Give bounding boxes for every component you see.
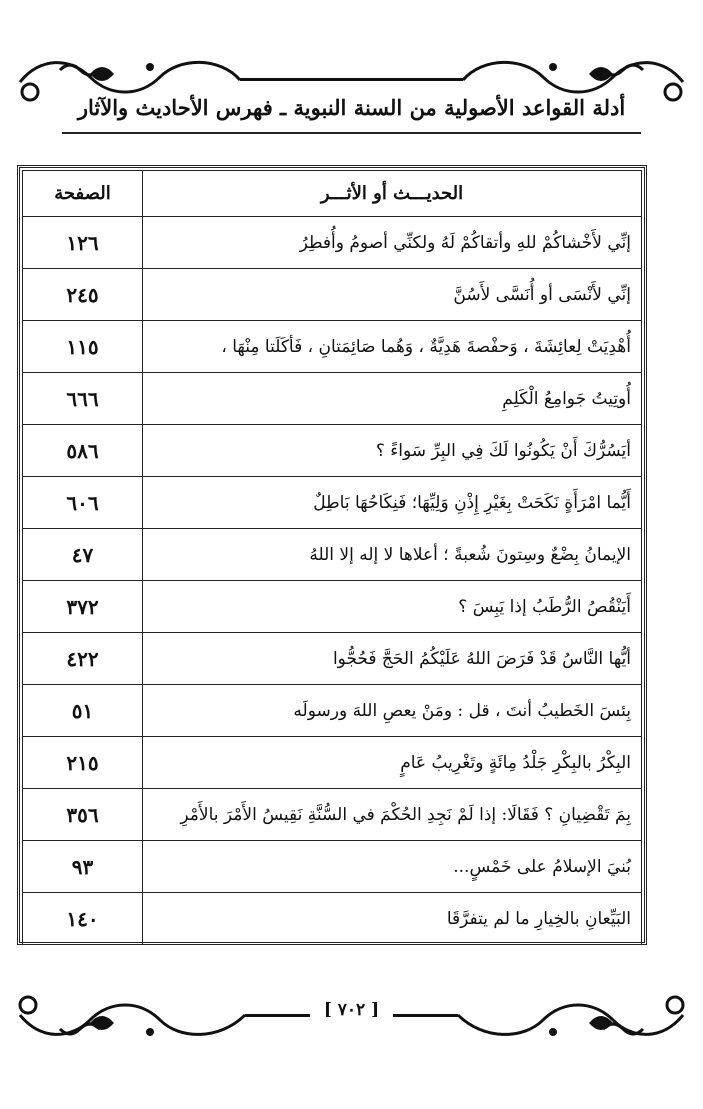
table-row	[23, 477, 642, 529]
page-ref: ١١٥	[23, 321, 143, 373]
table-row	[23, 685, 642, 737]
column-header-text: الحديـــث أو الأثـــر	[143, 171, 642, 217]
hadith-text: بِمَ تَقْضِيانِ ؟ فَقَالَا: إذا لَمْ نَجِدِ الحُكْمَ في السُّنَّةِ نَقِيسُ الأَمْرَ بالأَمْرِ	[143, 789, 642, 841]
hadith-text: البِكْرُ بالبِكْرِ جَلْدُ مِائَةٍ وتَغْرِيبُ عَامٍ	[143, 737, 642, 789]
header-rule	[62, 132, 641, 134]
hadith-text: إنِّي لأَنْسَى أو أُنَسَّى لأَسُنَّ	[143, 269, 642, 321]
page-number: [ ٧٠٢ ]	[323, 1000, 380, 1020]
table-row	[23, 841, 642, 893]
hadith-text: أَيَنْقُصُ الرُّطَبُ إذا يَبِسَ ؟	[143, 581, 642, 633]
page-ref: ٣٧٢	[23, 581, 143, 633]
running-header-title: أدلة القواعد الأصولية من السنة النبوية ـ فهرس الأحاديث والآثار	[77, 95, 626, 120]
page-ref: ٦٦٦	[23, 373, 143, 425]
page-ref: ٤٢٢	[23, 633, 143, 685]
column-header-page: الصفحة	[23, 171, 143, 217]
hadith-text: البَيِّعانِ بالخِيارِ ما لم يتفرَّقَا	[143, 893, 642, 945]
page-ref: ٣٥٦	[23, 789, 143, 841]
hadith-text: بِئسَ الخَطيبُ أنتَ ، قل : ومَنْ يعصِ اللهَ ورسولَه	[143, 685, 642, 737]
table-row	[23, 893, 642, 945]
table-row	[23, 633, 642, 685]
table-row	[23, 425, 642, 477]
table-row	[23, 581, 642, 633]
hadith-text: الإيمانُ بِضْعٌ وسِتونَ شُعبةً ؛ أعلاها لا إله إلا اللهُ	[143, 529, 642, 581]
table-row	[23, 269, 642, 321]
page-ref: ٥١	[23, 685, 143, 737]
hadith-index-table-frame	[17, 165, 647, 945]
hadith-text: أَيُّما امْرَأَةٍ نَكَحَتْ بِغَيْرِ إِذْنِ وَلِيِّهَا؛ فَنِكَاحُهَا بَاطِلٌ	[143, 477, 642, 529]
table-row	[23, 789, 642, 841]
table-row	[23, 321, 642, 373]
page-ref: ٥٨٦	[23, 425, 143, 477]
page-ref: ٢٤٥	[23, 269, 143, 321]
hadith-text: أيَسُرُّكَ أَنْ يَكُونُوا لَكَ فِي البِرِّ سَواءً ؟	[143, 425, 642, 477]
table-row	[23, 217, 642, 269]
hadith-index-table	[22, 170, 642, 945]
hadith-text: أُهْدِيَتْ لِعائِشَةَ ، وَحفْصةَ هَدِيَّةٌ ، وَهُما صَائِمَتانِ ، فَأكَلَتا مِنْهَا ،	[143, 321, 642, 373]
page-ref: ٤٧	[23, 529, 143, 581]
page-ref: ٦٠٦	[23, 477, 143, 529]
hadith-text: بُنيَ الإسلامُ على خَمْسٍ...	[143, 841, 642, 893]
page-ref: ١٢٦	[23, 217, 143, 269]
page-ref: ١٤٠	[23, 893, 143, 945]
page-ref: ٢١٥	[23, 737, 143, 789]
table-header-row	[23, 171, 642, 217]
page-ref: ٩٣	[23, 841, 143, 893]
hadith-text: أيُّها النَّاسُ قَدْ فَرَضَ اللهُ عَلَيْكُمُ الحَجَّ فَحُجُّوا	[143, 633, 642, 685]
table-row	[23, 373, 642, 425]
hadith-text: أُوتِيتُ جَوامِعُ الْكَلِمِ	[143, 373, 642, 425]
table-row	[23, 737, 642, 789]
hadith-text: إنِّي لأَخْشاكُمْ للهِ وأتقاكُمْ لَهُ ولكنِّي أصومُ وأُفطِرُ	[143, 217, 642, 269]
table-row	[23, 529, 642, 581]
